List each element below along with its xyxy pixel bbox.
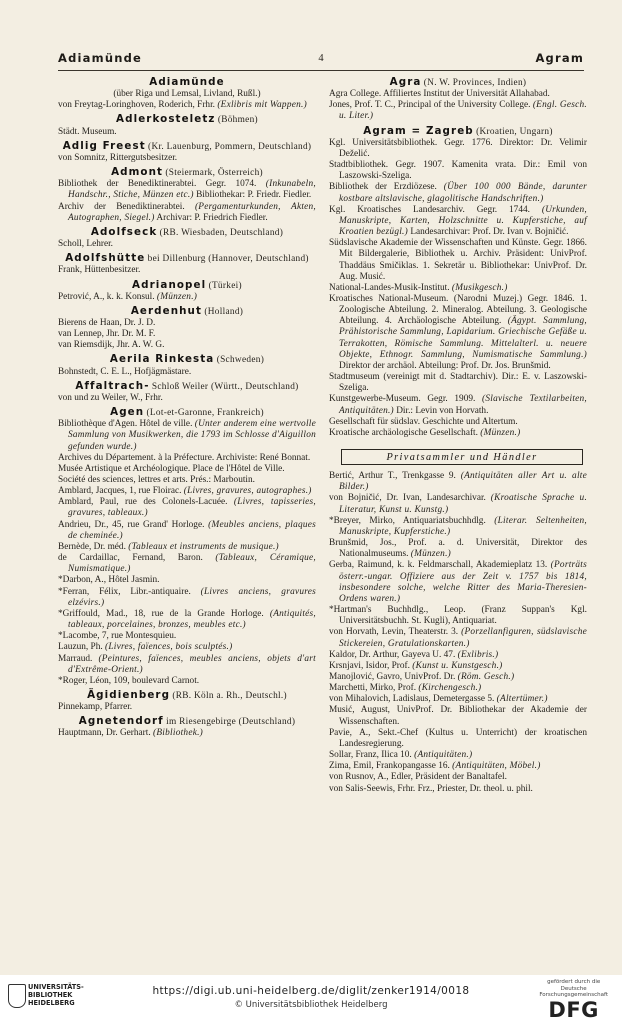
directory-entry [329,372,587,394]
city-name: Adlig Freest [62,139,146,152]
entry-collection-note: (Über 100 000 Bände, darunter kostbare altslavische, glagolitische Handschriften.) [339,182,588,204]
entry-text: von und zu Weiler, W., Frhr. [58,392,163,403]
entry-text: Bibliothèque d'Agen. Hôtel de ville. [58,419,193,430]
city-location: (Kr. Lauenburg, Pommern, Deutschland) [148,141,312,152]
header-right-keyword: Agram [535,51,584,65]
entry-text: Musić, August, UnivProf. Dr. Bibliothekar der Akademie der Wissenschaften. [329,705,587,727]
logo-line: BIBLIOTHEK [28,991,73,999]
entry-text: Kunstgewerbe-Museum. Gegr. 1909. [329,394,476,405]
entry-text: Kroatisches National-Museum. (Narodni Muzej.) Gegr. 1846. 1. Zoologische Abteilung. 2. Mineralog. Abteilung. 3. Geologische Abteilung. 4. Archäologische Abteilung. [329,293,587,327]
city-location: Schloß Weiler (Württ., Deutschland) [151,381,299,392]
entry-text: Kgl. Kroatisches Landesarchiv. Gegr. 1744. [329,204,530,215]
entry-text: Amblard, Jacques, 1, rue Floirac. [58,486,182,497]
entry-collection-note: (Inkunabeln, Handschr., Stiche, Münzen etc.) [68,179,316,201]
city-location: bei Dillenburg (Hannover, Deutschland) [147,254,309,265]
directory-entry [58,329,316,340]
entry-collection-note: (Kroatische Sprache u. Literatur, Kunst u. Kunstg.) [339,493,588,515]
directory-entry [58,475,316,486]
entry-text: Bibliothek der Benediktinerabtei. Gegr. 1074. [58,179,257,190]
entry-text: Bernède, Dr. méd. [58,541,126,552]
entry-text: Brunšmid, Jos., Prof. a. d. Universität, Direktor des Nationalmuseums. [329,538,587,560]
entry-text: Lauzun, Ph. [58,642,103,653]
city-location: (Türkei) [208,280,242,291]
city-location: (RB. Wiesbaden, Deutschland) [159,227,284,238]
city-name: Adiamünde [149,76,225,88]
entry-collection-note: (Livres, faïences, bois sculptés.) [105,642,233,653]
directory-entry [58,676,316,687]
entry-text: von Freytag-Loringhoven, Roderich, Frhr. [58,100,215,111]
entry-collection-note: (Münzen.) [156,291,198,302]
entry-text: Manojlović, Gavro, UnivProf. Dr. [329,671,456,682]
directory-entry [58,464,316,475]
entry-collection-note: (Livres anciens, gravures elzévirs.) [68,586,317,608]
entry-text: van Riemsdijk, Jhr. A. W. G. [58,340,165,351]
city-name: Agram = Zagreb [363,124,474,137]
entry-text: Marchetti, Mirko, Prof. [329,683,417,694]
entry-text: Andrieu, Dr., 45, rue Grand' Horloge. [58,519,205,530]
city-location: im Riesengebirge (Deutschland) [166,717,296,728]
left-column [58,74,316,740]
directory-entry [58,340,316,351]
city-heading [58,253,316,265]
entry-text: Krsnjavi, Isidor, Prof. [329,660,410,671]
city-name: Agra [389,76,422,88]
entry-text: Musée Artistique et Archéologique. Place de l'Hôtel de Ville. [58,463,285,474]
city-location: (Lot-et-Garonne, Frankreich) [146,408,264,419]
entry-collection-note: (Musikgesch.) [451,282,508,293]
dfg-line: gefördert durch die [547,979,601,985]
entry-text: Südslavische Akademie der Wissenschaften und Künste. Gegr. 1866. Mit Bildergalerie, Bibliothek u. Archiv. Präsident: UnivProf. Thaddäus Smičiklas. 1. Sekretär u. Bibliothekar: UnivProf. Dr. Aug. Musić. [329,238,587,282]
directory-entry [58,702,316,713]
entry-text: Scholl, Lehrer. [58,239,113,250]
entry-text: *Ferran, Félix, Libr.-antiquaire. [58,586,191,597]
entry-collection-note: (Antiquitäten, Möbel.) [452,761,541,772]
directory-entry [329,182,587,204]
entry-collection-note: (Münzen.) [410,549,451,560]
city-heading [58,227,316,239]
entry-collection-note: (Bibliothek.) [153,728,203,739]
entry-text: Kgl. Universitätsbibliothek. Gegr. 1776. Direktor: Dr. Velimir Deželić. [329,137,587,159]
directory-entry [329,784,587,795]
city-location: (N. W. Provinces, Indien) [423,78,527,88]
entry-collection-note: (Literar. Seltenheiten, Manuskripte, Kupferstiche.) [339,515,587,537]
entry-text: Frank, Hüttenbesitzer. [58,265,141,276]
city-heading [58,167,316,179]
header-rule [58,70,584,71]
directory-entry [58,318,316,329]
directory-entry [58,497,316,519]
city-heading [58,381,316,393]
entry-text: Bertić, Arthur T., Trenkgasse 9. [329,471,456,482]
directory-entry [329,138,587,160]
directory-entry [58,654,316,676]
city-name: Adolfseck [90,225,158,238]
city-location: (Steiermark, Österreich) [165,168,263,179]
directory-entry [58,575,316,586]
entry-text: de Cardaillac, Fernand, Baron. [58,553,203,564]
entry-collection-note: (Exlibris mit Wappen.) [217,100,307,111]
entry-collection-note: (Pergamenturkunden, Akten, Autographen, Siegel.) [68,201,317,223]
city-heading [58,306,316,318]
entry-text: Bierens de Haan, Dr. J. D. [58,317,156,328]
directory-entry [329,750,587,761]
directory-entry [329,428,587,439]
entry-collection-note: (Münzen.) [480,427,521,438]
city-heading [58,280,316,292]
header-left-keyword: Adiamünde [58,51,143,65]
city-location: (Kroatien, Ungarn) [476,126,553,137]
entry-collection-note: (Meubles anciens, plaques de cheminée.) [68,519,317,541]
entry-text: van Lennep, Jhr. Dr. M. F. [58,329,156,340]
directory-entry [329,705,587,727]
entry-text: Stadtbibliothek. Gegr. 1907. Kamenita vrata. Dir.: Emil von Laszowski-Szeliga. [329,160,587,182]
directory-entry [329,417,587,428]
copyright-notice: © Universitätsbibliothek Heidelberg [234,1000,388,1010]
directory-entry [58,642,316,653]
entry-collection-note: (Porträts österr.-ungar. Offiziere aus der Zeit v. 1757 bis 1814, insbesondere solche, welche Ritter des Maria-Theresien-Ordens waren.) [339,560,587,604]
entry-text: *Roger, Léon, 109, boulevard Carnot. [58,675,200,686]
entry-text: Pinnekamp, Pfarrer. [58,702,133,713]
entry-text: Société des sciences, lettres et arts. Prés.: Marboutin. [58,475,255,485]
entry-text: *Hartman's Buchhdlg., Leop. (Franz Suppan's Kgl. Universitätsbuchh. St. Kugli), Antiquariat. [329,605,587,627]
entry-text: Kroatische archäologische Gesellschaft. [329,427,478,438]
dfg-line: Forschungsgemeinschaft [539,992,608,998]
entry-collection-note: (Livres, gravures, autographes.) [183,486,312,497]
right-column [329,74,587,795]
entry-collection-note: (Exlibris.) [457,649,499,660]
city-name: Adlerkosteletz [116,113,216,126]
dfg-logo [539,979,608,1021]
directory-entry [58,486,316,497]
entry-text: Zima, Emil, Frankopangasse 16. [329,761,450,772]
page-number: 4 [318,53,324,64]
entry-text: von Bojničić, Dr. Ivan, Landesarchivar. [329,493,486,504]
directory-entry [58,609,316,631]
entry-collection-note: (Livres, tapisseries, gravures, tableaux.) [68,497,316,519]
directory-entry [58,631,316,642]
directory-entry [58,587,316,609]
entry-collection-note: (Ägypt. Sammlung, Prähistorische Sammlung, Lapidarium. Griechische Gefäße u. Terrakotten, Römische Sammlung. Mittelalterl. u. neuere Objekte, Ethnogr. Sammlung, Numismatische Sammlung.) [339,316,588,360]
directory-entry [58,179,316,201]
directory-entry [329,100,587,122]
entry-text: Städt. Museum. [58,126,117,137]
entry-staff: Archivar: P. Friedrich Fiedler. [156,212,268,223]
entry-collection-note: (Slavische Textilarbeiten, Antiquitäten.) [339,394,588,416]
city-heading [58,77,316,89]
entry-collection-note: (Urkunden, Manuskripte, Karten, Holzschnitte u. Kupferstiche, auf Kroatien bezügl.) [339,204,587,238]
city-heading [58,690,316,702]
directory-entry [58,202,316,224]
permalink-url[interactable]: https://digi.ub.uni-heidelberg.de/diglit/zenker1914/0018 [152,985,470,997]
dfg-line: Deutsche [560,985,587,992]
entry-collection-note: (Porzellanfiguren, südslavische Stickereien, Gratulationskarten.) [339,627,588,649]
city-heading [58,114,316,126]
entry-staff: Direktor der archäol. Abteilung: Prof. Dr. Jos. Brunšmid. [339,360,551,371]
entry-collection-note: (Kirchengesch.) [418,683,482,694]
directory-entry [329,238,587,283]
directory-entry [329,627,587,649]
city-name: Ägidienberg [87,688,171,701]
directory-entry [329,605,587,627]
city-name: Agen [110,406,145,419]
city-name: Aerdenhut [130,304,203,317]
entry-text: Sollar, Franz, Ilica 10. [329,750,412,761]
entry-text: Marraud. [58,653,93,664]
logo-line: UNIVERSITÄTS- [28,983,84,991]
entry-text: von Salis-Seewis, Frhr. Frz., Priester, Dr. theol. u. phil. [329,783,533,794]
entry-collection-note: (Antiquités, tableaux, porcelaines, bronzes, meubles etc.) [68,608,316,631]
directory-entry [58,453,316,464]
directory-entry [329,728,587,750]
city-heading [58,716,316,728]
entry-text: *Breyer, Mirko, Antiquariatsbuchhdlg. [329,515,486,526]
viewer-footer [0,975,622,1021]
entry-text: Bohnstedt, C. E. L., Hofjägmästare. [58,366,192,377]
directory-entry [58,728,316,739]
entry-staff: Dir.: Levin von Horvath. [396,405,489,416]
city-name: Affaltrach- [75,379,150,392]
section-heading: Privatsammler und Händler [341,449,583,465]
entry-text: *Darbon, A., Hôtel Jasmin. [58,575,160,586]
directory-entry [329,538,587,560]
directory-entry [58,520,316,542]
entry-text: Archiv der Benediktinerabtei. [58,201,185,212]
entry-text: Archives du Département. à la Préfecture. Archiviste: René Bonnat. [58,452,311,463]
logo-line: HEIDELBERG [28,999,75,1007]
directory-entry [58,100,316,111]
city-location: (über Riga und Lemsal, Livland, Rußl.) [113,89,261,100]
directory-entry [58,292,316,303]
directory-entry [58,265,316,276]
city-heading [329,126,587,138]
entry-text: von Somnitz, Rittergutsbesitzer. [58,152,178,163]
entry-collection-note: (Röm. Gesch.) [457,671,515,682]
directory-entry [329,650,587,661]
entry-collection-note: (Kunst u. Kunstgesch.) [412,660,503,671]
entry-collection-note: (Tableaux, Céramique, Numismatique.) [68,553,316,575]
directory-entry [329,694,587,705]
city-name: Admont [111,166,164,179]
directory-entry [329,471,587,493]
running-header [58,51,584,71]
directory-entry [329,89,587,100]
entry-text: von Horvath, Levin, Theaterstr. 3. [329,627,459,638]
dfg-mark: DFG [548,997,599,1022]
directory-entry [329,761,587,772]
directory-entry [329,283,587,294]
directory-entry [58,393,316,404]
directory-entry [329,772,587,783]
directory-entry [329,160,587,182]
entry-collection-note: (Unter anderem eine wertvolle Sammlung von Musikwerken, die 1793 im Schlosse d'Aiguillon gefunden wurde.) [68,419,316,452]
directory-entry [58,239,316,250]
directory-entry [329,493,587,515]
entry-text: Petrović, A., k. k. Konsul. [58,291,155,302]
city-location: (Schweden) [216,355,265,366]
entry-collection-note: (Antiquitäten.) [414,750,473,761]
entry-text: National-Landes-Musik-Institut. [329,282,450,293]
entry-text: von Rusnov, A., Edler, Präsident der Banaltafel. [329,772,507,783]
entry-text: Gesellschaft für südslav. Geschichte und Altertum. [329,416,518,427]
city-name: Adrianopel [132,278,207,291]
city-location: (Holland) [204,306,244,317]
directory-entry [58,153,316,164]
directory-entry [329,394,587,416]
entry-text: Kaldor, Dr. Arthur, Gayeva U. 47. [329,649,456,660]
city-name: Agnetendorf [78,715,164,728]
directory-entry [58,127,316,138]
city-location: (Böhmen) [217,115,258,126]
entry-text: *Lacombe, 7, rue Montesquieu. [58,631,177,642]
entry-text: von Mihalovich, Ladislaus, Demetergasse 5. [329,694,495,705]
entry-text: Amblard, Paul, rue des Colonels-Lacuée. [58,497,228,508]
directory-entry [329,683,587,694]
city-heading [58,407,316,419]
entry-text: Agra College. Affiliertes Institut der Universität Allahabad. [329,89,550,100]
entry-staff: Landesarchivar: Prof. Dr. Ivan v. Bojničić. [410,227,569,238]
directory-entry [329,205,587,238]
directory-entry [329,560,587,605]
directory-entry [58,542,316,553]
entry-text: Hauptmann, Dr. Gerhart. [58,728,151,739]
directory-entry [329,516,587,538]
entry-collection-note: (Altertümer.) [496,694,548,705]
city-name: Adolfshütte [65,252,146,265]
city-name: Aerila Rinkesta [109,353,215,366]
city-location: (RB. Köln a. Rh., Deutschl.) [172,690,287,701]
entry-text: Jones, Prof. T. C., Principal of the University College. [329,100,531,111]
directory-entry [58,367,316,378]
city-heading [58,354,316,366]
directory-entry [329,661,587,672]
entry-collection-note: (Tableaux et instruments de musique.) [128,541,279,552]
directory-entry [58,553,316,575]
city-heading [58,141,316,153]
entry-staff: Bibliothekar: P. Friedr. Fiedler. [196,190,312,201]
entry-text: Stadtmuseum (vereinigt mit d. Stadtarchiv). Dir.: E. v. Laszowski-Szeliga. [329,372,587,394]
entry-collection-note: (Peintures, faïences, meubles anciens, objets d'art d'Extrême-Orient.) [68,653,316,675]
directory-entry [329,294,587,372]
entry-collection-note: (Engl. Gesch. u. Liter.) [339,100,587,122]
directory-entry [58,419,316,452]
city-heading [329,77,587,89]
entry-text: Bibliothek der Erzdiözese. [329,182,437,193]
entry-text: Pavie, A., Sekt.-Chef (Kultus u. Unterricht) der kroatischen Landesregierung. [329,727,587,749]
entry-text: Gerba, Raimund, k. k. Feldmarschall, Akademieplatz 13. [329,560,548,571]
entry-text: *Griffould, Mad., 18, rue de la Grande Horloge. [58,608,264,619]
directory-entry [329,672,587,683]
entry-collection-note: (Antiquitäten aller Art u. alte Bilder.) [339,471,587,493]
